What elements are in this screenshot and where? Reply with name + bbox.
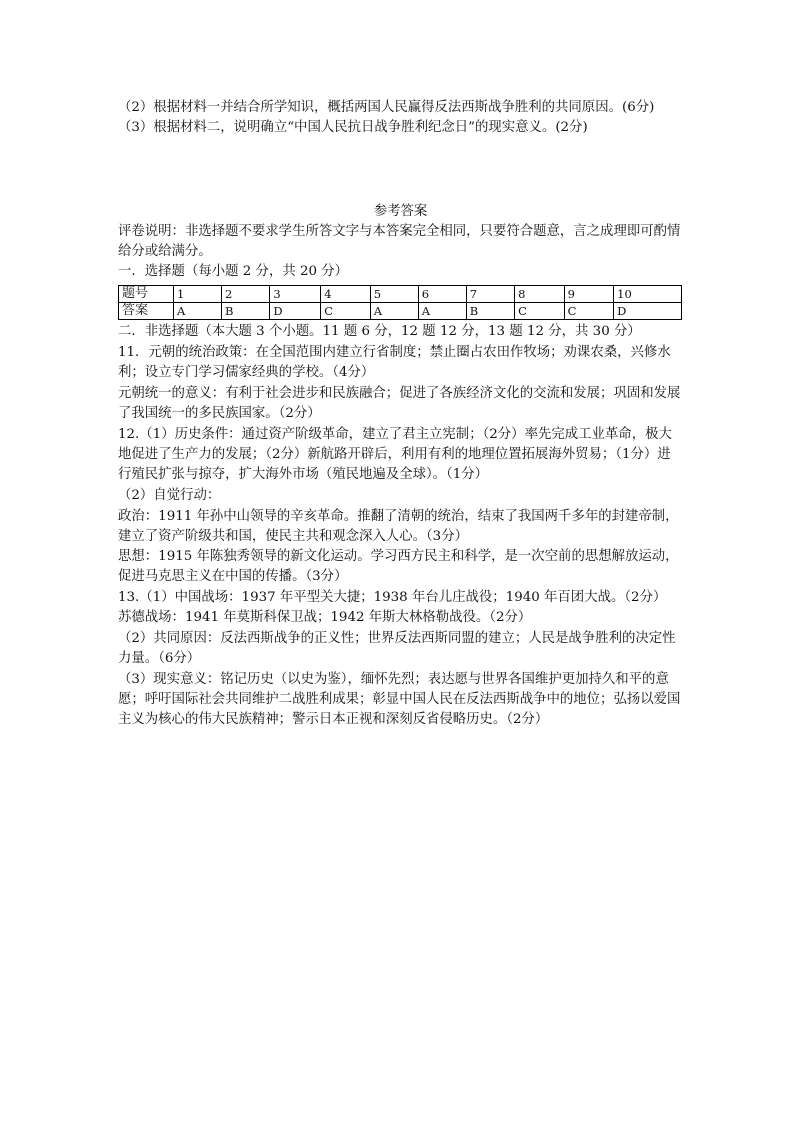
table-cell: 6 <box>418 286 466 303</box>
answer-13-3: （3）现实意义：铭记历史（以史为鉴），缅怀先烈；表达愿与世界各国维护更加持久和平的意愿；呼吁国际社会共同维护二战胜利成果；彰显中国人民在反法西斯战争中的地位；弘扬以爱国主义为核心的伟大民族精神；警示日本正视和深刻反省侵略历史。（2分） <box>118 672 681 727</box>
table-cell: A <box>418 303 466 320</box>
answer-13-1-china: 13.（1）中国战场：1937 年平型关大捷；1938 年台儿庄战役；1940 年百团大战。（2分） <box>118 590 667 605</box>
table-cell: 5 <box>370 286 418 303</box>
answer-12-1: 12.（1）历史条件：通过资产阶级革命，建立了君主立宪制；（2分）率先完成工业革命，极大地促进了生产力的发展；（2分）新航路开辟后，利用有利的地理位置拓展海外贸易；（1分）进行殖民扩张与掠夺，扩大海外市场（殖民地遍及全球）。（1分） <box>118 427 672 482</box>
answers-title: 参考答案 <box>373 204 428 219</box>
table-cell: C <box>321 303 371 320</box>
table-cell: C <box>564 303 614 320</box>
table-cell: 2 <box>221 286 269 303</box>
section1-heading: 一．选择题（每小题 2 分，共 20 分） <box>118 264 349 279</box>
table-row-numbers <box>119 286 682 303</box>
table-cell: 4 <box>321 286 371 303</box>
section2-heading: 二．非选择题（本大题 3 个小题。11 题 6 分，12 题 12 分，13 题 12 分，共 30 分） <box>118 324 641 339</box>
answer-12-politics: 政治：1911 年孙中山领导的辛亥革命。推翻了清朝的统治，结束了我国两千多年的封建帝制，建立了资产阶级共和国，使民主共和观念深入人心。（3分） <box>118 509 679 544</box>
table-cell: 8 <box>515 286 565 303</box>
grading-note: 评卷说明：非选择题不要求学生所答文字与本答案完全相同，只要符合题意，言之成理即可酌情给分或给满分。 <box>118 224 681 259</box>
table-cell: 9 <box>564 286 614 303</box>
table-row-answers <box>119 303 682 320</box>
table-cell: 10 <box>614 286 682 303</box>
answer-table <box>118 285 682 320</box>
answer-12-thought: 思想：1915 年陈独秀领导的新文化运动。学习西方民主和科学，是一次空前的思想解放运动，促进马克思主义在中国的传播。（3分） <box>118 549 679 584</box>
answer-13-1-soviet: 苏德战场：1941 年莫斯科保卫战；1942 年斯大林格勒战役。（2分） <box>118 610 532 625</box>
table-cell: C <box>515 303 565 320</box>
table-cell: B <box>466 303 514 320</box>
question-2: （2）根据材料一并结合所学知识，概括两国人民赢得反法西斯战争胜利的共同原因。(6分) <box>118 100 655 115</box>
answer-12-2: （2）自觉行动： <box>118 488 221 503</box>
table-cell: 7 <box>466 286 514 303</box>
answer-13-2: （2）共同原因：反法西斯战争的正义性；世界反法西斯同盟的建立；人民是战争胜利的决定性力量。（6分） <box>118 631 676 666</box>
table-cell: B <box>221 303 269 320</box>
question-3: （3）根据材料二，说明确立“中国人民抗日战争胜利纪念日”的现实意义。(2分) <box>118 120 588 135</box>
answer-11-policy: 11．元朝的统治政策：在全国范围内建立行省制度；禁止圈占农田作牧场；劝课农桑，兴修水利；设立专门学习儒家经典的学校。（4分） <box>118 345 671 380</box>
table-cell: 3 <box>270 286 321 303</box>
answer-11-significance: 元朝统一的意义：有利于社会进步和民族融合；促进了各族经济文化的交流和发展；巩固和发展了我国统一的多民族国家。（2分） <box>118 386 681 421</box>
table-cell: A <box>370 303 418 320</box>
table-cell: D <box>614 303 682 320</box>
row-label-answer: 答案 <box>119 303 174 320</box>
table-cell: A <box>174 303 222 320</box>
table-cell: D <box>270 303 321 320</box>
table-cell: 1 <box>174 286 222 303</box>
document-page <box>118 98 683 730</box>
row-label-number: 题号 <box>119 286 174 303</box>
